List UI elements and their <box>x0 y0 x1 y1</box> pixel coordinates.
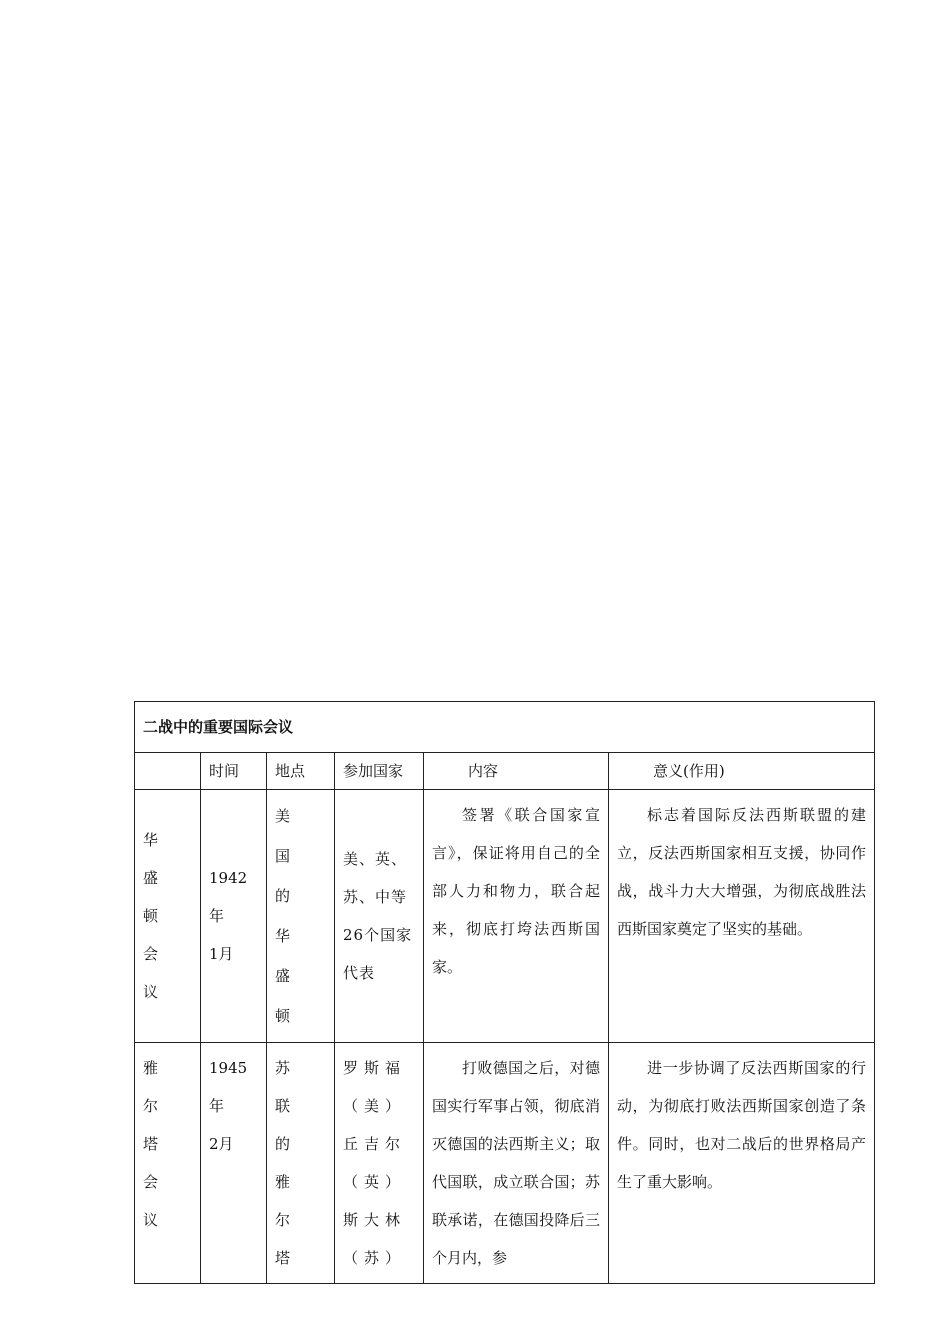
meeting-name: 雅尔 塔会 议 <box>135 1043 201 1284</box>
meeting-place: 美国 的 华盛 顿 <box>267 790 335 1043</box>
table-title: 二战中的重要国际会议 <box>135 702 875 753</box>
header-significance: 意义(作用) <box>609 753 875 790</box>
conference-table <box>134 701 875 1284</box>
meeting-time: 1945 年 2月 <box>201 1043 267 1284</box>
table-row <box>135 790 875 1043</box>
header-participants: 参加国家 <box>335 753 424 790</box>
meeting-content: 打败德国之后，对德国实行军事占领，彻底消灭德国的法西斯主义；取代国联，成立联合国；苏联承诺，在德国投降后三个月内，参 <box>424 1043 609 1284</box>
header-place: 地点 <box>267 753 335 790</box>
header-content: 内容 <box>424 753 609 790</box>
header-time: 时间 <box>201 753 267 790</box>
meeting-participants: 罗斯福 （美） 丘吉尔 （英） 斯大林 （苏） <box>335 1043 424 1284</box>
meeting-name: 华盛 顿会 议 <box>135 790 201 1043</box>
meeting-time: 1942 年 1月 <box>201 790 267 1043</box>
meeting-significance: 标志着国际反法西斯联盟的建立，反法西斯国家相互支援，协同作战，战斗力大大增强，为彻底战胜法西斯国家奠定了坚实的基础。 <box>609 790 875 1043</box>
meeting-place: 苏联 的 雅尔 塔 <box>267 1043 335 1284</box>
meeting-participants: 美、英、 苏、中等 26个国家 代表 <box>335 790 424 1043</box>
meeting-significance: 进一步协调了反法西斯国家的行动，为彻底打败法西斯国家创造了条件。同时，也对二战后的世界格局产生了重大影响。 <box>609 1043 875 1284</box>
table-title-row <box>135 702 875 753</box>
meeting-content: 签署《联合国家宣言》，保证将用自己的全部人力和物力，联合起来，彻底打垮法西斯国家。 <box>424 790 609 1043</box>
table-row <box>135 1043 875 1284</box>
header-empty <box>135 753 201 790</box>
table-header-row <box>135 753 875 790</box>
